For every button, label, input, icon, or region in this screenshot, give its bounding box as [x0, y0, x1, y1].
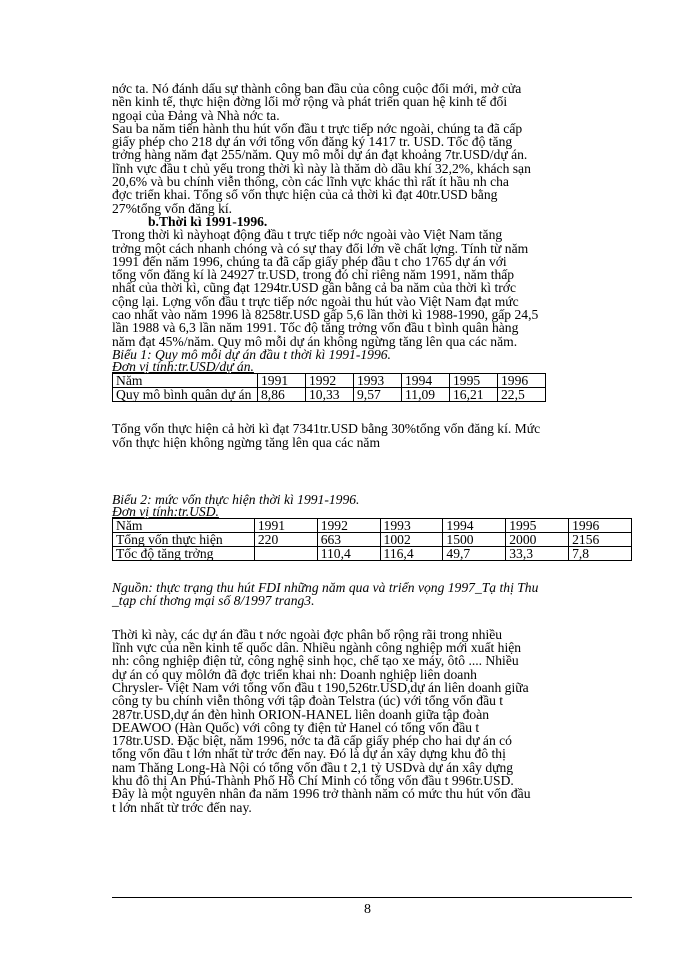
table1-caption: Biểu 1: Quy mô mỗi dự án đầu t thời kì 1991-1996.	[112, 346, 391, 362]
text-line: Tổng vốn thực hiện cả hời kì đạt 7341tr.USD bằng 30%tổng vốn đăng kí. Mức	[112, 421, 541, 437]
table-row	[113, 547, 632, 561]
table-cell: 1994	[402, 374, 450, 388]
text-line: đợc triển khai. Tổng số vốn thực hiện của cả thời kì đạt 40tr.USD bằng	[112, 187, 498, 203]
table-cell: 1994	[443, 519, 506, 533]
paragraph-first-period	[112, 122, 632, 215]
document-page	[112, 82, 632, 814]
table-cell: 1995	[506, 519, 569, 533]
text-line: 27%tổng vốn đăng kí.	[112, 200, 233, 216]
table-cell: 9,57	[354, 388, 402, 402]
table-cell: 220	[254, 533, 317, 547]
text-line: 1991 đến năm 1996, chúng ta đã cấp giấy phép đầu t cho 1765 dự án với	[112, 253, 507, 269]
table-cell: 1995	[450, 374, 498, 388]
table-cell: Năm	[113, 374, 258, 388]
text-line: cao nhất vào năm 1996 là 8258tr.USD gấp 5,6 lần thời kì 1988-1990, gấp 24,5	[112, 307, 539, 323]
table2-unit: Đơn vị tính:tr.USD.	[112, 504, 219, 520]
text-line: dự án có quy môlớn đã đợc triển khai nh: Doanh nghiệp liên doanh	[112, 666, 477, 682]
table-cell: 1996	[569, 519, 632, 533]
text-line: năm đạt 45%/năm. Quy mô mỗi dự án không ngừng tăng lên qua các năm.	[112, 333, 518, 349]
text-line: ngoại của Đảng và Nhà nớc ta.	[112, 107, 280, 123]
section-heading: b.Thời kì 1991-1996.	[148, 213, 268, 229]
page-number: 8	[364, 902, 371, 917]
table-cell: 1996	[498, 374, 546, 388]
paragraph-second-period	[112, 228, 632, 348]
text-line: trởng hàng năm đạt 255/năm. Quy mô mỗi dự án đạt khoảng 7tr.USD/dự án.	[112, 147, 528, 163]
text-line: 20,6% và bu chính viễn thông, còn các lĩnh vực khác thì rất ít hầu nh cha	[112, 174, 509, 190]
text-line: Thời kì này, các dự án đầu t nớc ngoài đợc phân bố rộng rãi trong nhiều	[112, 626, 503, 642]
text-line: Trong thời kì nàyhoạt động đầu t trực tiếp nớc ngoài vào Việt Nam tăng	[112, 227, 503, 243]
table-cell: 16,21	[450, 388, 498, 402]
table-cell: 8,86	[258, 388, 306, 402]
footer-divider	[112, 897, 632, 898]
table1-unit: Đơn vị tính:tr.USD/dự án.	[112, 359, 254, 375]
text-line: lần 1988 và 6,3 lần năm 1991. Tốc độ tăng trởng vốn đầu t bình quân hàng	[112, 320, 519, 336]
text-line: Chrysler- Việt Nam với tổng vốn đầu t 190,526tr.USD,dự án liên doanh giữa	[112, 679, 529, 695]
table-cell: 1500	[443, 533, 506, 547]
table-implemented-capital	[112, 518, 632, 561]
table-cell: 1991	[258, 374, 306, 388]
text-line: tổng vốn đầu t lớn nhất từ trớc đến nay. Đó là dự án xây dựng khu đô thị	[112, 746, 506, 762]
text-line: 287tr.USD,dự án đèn hình ORION-HANEL liên doanh giữa tập đoàn	[112, 706, 490, 722]
table-cell: 11,09	[402, 388, 450, 402]
table-cell: Quy mô bình quân dự án	[113, 388, 258, 402]
table-row	[113, 388, 546, 402]
table-cell: Năm	[113, 519, 255, 533]
table-cell: 110,4	[317, 547, 380, 561]
text-line: nền kinh tế, thực hiện đờng lối mở rộng và phát triển quan hệ kinh tế đối	[112, 94, 508, 110]
text-line: nh: công nghiệp điện tử, công nghệ sinh học, chế tạo xe máy, ôtô .... Nhiều	[112, 653, 519, 669]
table2-caption: Biểu 2: mức vốn thực hiện thời kì 1991-1996.	[112, 491, 360, 507]
text-line: cộng lại. Lợng vốn đầu t trực tiếp nớc ngoài thu hút vào Việt Nam đạt mức	[112, 293, 519, 309]
text-line: nam Thăng Long-Hà Nội có tổng vốn đầu t 2,1 tỷ USDvà dự án xây dựng	[112, 759, 514, 775]
text-line: Đây là một nguyên nhân đa năm 1996 trở thành năm có mức thu hút vốn đầu	[112, 786, 531, 802]
text-line: vốn thực hiện không ngừng tăng lên qua các năm	[112, 434, 381, 450]
table-cell: 1992	[306, 374, 354, 388]
text-line: tổng vốn đăng kí là 24927 tr.USD, trong đó chỉ riêng năm 1991, năm thấp	[112, 267, 515, 283]
table-cell: 2000	[506, 533, 569, 547]
table-cell: 2156	[569, 533, 632, 547]
table-cell: 1002	[380, 533, 443, 547]
paragraph-sector-distribution	[112, 628, 632, 814]
text-line: giấy phép cho 218 dự án với tổng vốn đăng ký 1417 tr. USD. Tốc độ tăng	[112, 134, 513, 150]
table-cell: 22,5	[498, 388, 546, 402]
table-cell: 33,3	[506, 547, 569, 561]
table-cell: 1992	[317, 519, 380, 533]
paragraph-implemented-capital	[112, 422, 632, 449]
table-cell: 10,33	[306, 388, 354, 402]
table-cell: 663	[317, 533, 380, 547]
text-line: Nguồn: thực trạng thu hút FDI những năm qua và triển vọng 1997_Tạ thị Thu	[112, 580, 539, 596]
source-note	[112, 581, 632, 608]
text-line: _tạp chí thơng mại số 8/1997 trang3.	[112, 593, 315, 609]
table-cell: 116,4	[380, 547, 443, 561]
intro-paragraph	[112, 82, 632, 122]
text-line: Sau ba năm tiến hành thu hút vốn đầu t trực tiếp nớc ngoài, chúng ta đã cấp	[112, 120, 523, 136]
text-line: nhất của thời kì, cũng đạt 1294tr.USD gần bằng cả ba năm của thời kì trớc	[112, 280, 516, 296]
table-cell: Tốc độ tăng trởng	[113, 547, 255, 561]
text-line: lĩnh vực đầu t chủ yếu trong thời kì này là thăm dò dầu khí 32,2%, khách sạn	[112, 160, 531, 176]
table-row	[113, 533, 632, 547]
text-line: 178tr.USD. Đặc biệt, năm 1996, nớc ta đã cấp giấy phép cho hai dự án có	[112, 733, 512, 749]
table-cell	[254, 547, 317, 561]
text-line: DEAWOO (Hàn Quốc) với công ty điện tử Hanel có tổng vốn đầu t	[112, 719, 480, 735]
table-cell: 1991	[254, 519, 317, 533]
table-header-row	[113, 374, 546, 388]
text-line: trởng một cách nhanh chóng và có sự thay đổi lớn về chất lợng. Tính từ năm	[112, 240, 529, 256]
table-header-row	[113, 519, 632, 533]
table-cell: 1993	[354, 374, 402, 388]
text-line: nớc ta. Nó đánh dấu sự thành công ban đầu của công cuộc đổi mới, mở cửa	[112, 81, 522, 96]
text-line: công ty bu chính viễn thông với tập đoàn Telstra (úc) với tổng vốn đầu t	[112, 693, 504, 709]
text-line: khu đô thị An Phú-Thành Phố Hồ Chí Minh có tổng vốn đầu t 996tr.USD.	[112, 772, 514, 788]
text-line: t lớn nhất từ trớc đến nay.	[112, 799, 252, 815]
table-project-scale	[112, 373, 546, 402]
table-cell: 7,8	[569, 547, 632, 561]
table-cell: 49,7	[443, 547, 506, 561]
table-cell: 1993	[380, 519, 443, 533]
text-line: lĩnh vực của nền kinh tế quốc dân. Nhiều ngành công nghiệp mới xuất hiện	[112, 640, 522, 656]
table-cell: Tổng vốn thực hiện	[113, 533, 255, 547]
